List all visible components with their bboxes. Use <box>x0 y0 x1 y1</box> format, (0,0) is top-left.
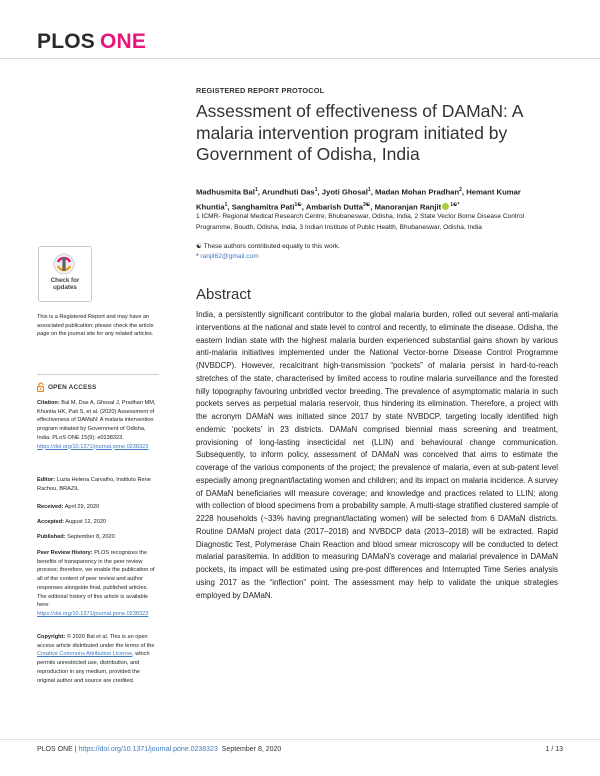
equal-contribution-note: ☯ These authors contributed equally to this work. <box>196 243 340 250</box>
orcid-icon[interactable] <box>442 203 449 210</box>
affil-number: 3 <box>299 224 304 231</box>
logo-one: ONE <box>99 30 147 53</box>
affil-number: 2 <box>414 213 419 220</box>
author-sup: 1 <box>314 187 318 193</box>
editor-text: Luzia Helena Carvalho, Instituto Rene Rachou, BRAZIL <box>37 477 151 492</box>
accepted-label: Accepted: <box>37 519 65 525</box>
footer-divider <box>0 739 600 740</box>
citation <box>37 399 159 451</box>
affil-text: ICMR- Regional Medical Research Centre, Bhubaneswar, Odisha, India, <box>201 213 413 220</box>
corresponding-star: * <box>196 253 199 260</box>
abstract-text: India, a persistently significant contributor to the global malaria burden, rolled out several anti-malaria interventions at the national and state level to control and recently, to eliminate the disease. Odisha, the eastern Indian state with the highest malaria burden experienced substantial gains shown by various anti-malaria initiatives implemented under the National Vector-borne Disease Control Programme (NVBDCP). However, recalcitrant high-transmission “pockets” of malaria persist in hard-to-reach stretches of the state, characterised by limited access to routine malaria surveillance and the forested hilly topography favouring unbridled vector breeding. The prevalence of asymptomatic malaria in such pockets serves as perpetual malaria reservoir, thus hindering its elimination. Therefore, a project with the acronym DAMaN was initiated since 2017 by state NVBDCP, targeting locally identified high endemic ‘pockets’ in 23 districts. DAMaN comprised biennial mass screening and treatment, provisioning of long-lasting insecticidal net (LLIN) and behavioural change communication. Subsequently, to inform policy, assessment of DAMaN was conceived that aims to estimate the coverage of the various components of the project; the prevalence of malaria, even at sub-patent level especially among pregnant/lactating women and children; and its impact on malaria incidence. A survey of DAMaN beneficiaries will measure coverage; and knowledge and practices related to LLIN; along with collection of blood specimens from a probability sample. A multi-stage stratified clustered sample of 2228 households (~33% having pregnant/lactating women) will be selected from 6 DAMaN districts. Routine DAMaN project data (2017–2018) and NVBDCP data (2013–2018) will be extracted. Rapid Diagnostic Test, Polymerase Chain Reaction and blood smear microscopy will be conducted to detect malarial parasitemia. In addition to measuring DAMaN’s coverage and malarial prevalence in DAMaN pockets, its impact will be estimated using pre-post differences and Interrupted Time Series analysis using 2017 as the “inflection” point. The assessment may help to validate the unique strategies employed by DAMaN. <box>196 310 558 600</box>
abstract-heading: Abstract <box>196 286 252 303</box>
accepted-date <box>37 518 159 527</box>
author[interactable]: Manoranjan Ranjit <box>374 202 442 212</box>
published-label: Published: <box>37 534 66 540</box>
affil-text: Indian Institute of Public Health, Bhubaneswar, Odisha, India <box>304 224 482 231</box>
author[interactable]: Hemant Kumar Khuntia <box>196 187 521 212</box>
open-lock-icon <box>37 382 45 392</box>
received-value: April 29, 2020 <box>64 504 100 510</box>
check-updates-line1: Check for <box>50 277 80 284</box>
author[interactable]: Jyoti Ghosal <box>321 187 368 197</box>
affiliations <box>196 211 556 233</box>
published-date <box>37 533 159 542</box>
author[interactable]: Madan Mohan Pradhan <box>374 187 460 197</box>
check-updates-line2: updates <box>53 284 77 291</box>
author-sup: 1☯ <box>294 201 302 208</box>
accepted-value: August 12, 2020 <box>65 519 107 525</box>
author-sup: 1 <box>367 187 371 193</box>
author[interactable]: Ambarish Dutta <box>305 202 364 212</box>
author[interactable]: Madhusmita Bal <box>196 187 255 197</box>
footer-date: September 8, 2020 <box>221 746 282 753</box>
author[interactable]: Arundhuti Das <box>261 187 315 197</box>
open-access-badge <box>37 382 96 392</box>
author[interactable]: Sanghamitra Pati <box>231 202 295 212</box>
footer-separator: | <box>74 746 77 753</box>
author-sup: 1 <box>224 201 228 208</box>
author-sup: 1 <box>254 187 258 193</box>
prh-label: Peer Review History: <box>37 550 93 556</box>
received-date <box>37 503 159 512</box>
article-type: REGISTERED REPORT PROTOCOL <box>196 86 325 95</box>
affil-text: State Vector Borne Disease Control Programme, Boudh, Odisha, India, <box>196 213 525 231</box>
author-sup: 2 <box>459 187 462 193</box>
citation-text: Bal M, Das A, Ghosal J, Pradhan MM, Khuntia HK, Pati S, et al. (2020) Assessment of effectiveness of DAMaN: A malaria intervention program initiated by Government of Odisha, India. PLoS ONE 15(9): e0238323. <box>37 400 156 441</box>
editor <box>37 476 159 493</box>
corresponding-author <box>196 252 556 262</box>
article-title: Assessment of effectiveness of DAMaN: A malaria intervention program initiated by Government of Odisha, India <box>196 101 523 164</box>
check-updates-label <box>39 277 91 291</box>
citation-label: Citation: <box>37 400 60 406</box>
registered-report-note: This is a Registered Report and may have an associated publication; please check the article page on the journal site for any related articles. <box>37 314 154 338</box>
copyright-text-2: , which permits unrestricted use, distribution, and reproduction in any medium, provided the original author and source are credited. <box>37 651 150 684</box>
editor-label: Editor: <box>37 477 56 483</box>
received-label: Received: <box>37 504 64 510</box>
affil-number: 1 <box>196 213 200 220</box>
prh-text: PLOS recognizes the benefits of transparency in the peer review process; therefore, we enable the publication of all of the content of peer review and author responses alongside final, published articles. The editorial history of this article is available here: <box>37 550 155 609</box>
copyright-label: Copyright: <box>37 634 66 640</box>
peer-review-history <box>37 549 159 619</box>
journal-logo <box>37 30 146 54</box>
author-list: Madhusmita Bal$^1$, Arundhuti Das$^1$, Jyoti Ghosal$^1$, Madan Mohan Pradhan$^2$, Hemant Kumar Khuntia$^1$, Sanghamitra Pati$^{1☯}$, Ambarish Dutta$^{3☯}$, Manoranjan Ranjit $^{1☯*}$ <box>196 187 521 212</box>
prh-doi-link[interactable]: https://doi.org/10.1371/journal.pone.0238323 <box>37 610 149 617</box>
footer-journal: PLOS ONE <box>37 746 73 753</box>
check-updates-icon <box>53 253 75 275</box>
copyright <box>37 633 159 685</box>
sidebar-divider <box>37 374 159 375</box>
cc-license-link[interactable]: Creative Commons Attribution License <box>37 651 133 658</box>
author-sup: 3☯ <box>363 201 371 208</box>
header-divider <box>0 58 600 59</box>
copyright-text: © 2020 Bal et al. This is an open access article distributed under the terms of the <box>37 634 155 649</box>
page-number: 1 / 13 <box>545 746 563 753</box>
open-access-label: OPEN ACCESS <box>48 383 97 391</box>
corresponding-email-link[interactable]: ranjit62@gmail.com <box>200 253 259 260</box>
check-for-updates-button[interactable] <box>38 246 92 302</box>
published-value: September 8, 2020 <box>67 534 115 540</box>
citation-doi-link[interactable]: https://doi.org/10.1371/journal.pone.0238323 <box>37 443 149 450</box>
contribution-notes <box>196 242 556 262</box>
footer-doi-link[interactable]: https://doi.org/10.1371/journal.pone.0238323 <box>78 746 218 753</box>
logo-plos: PLOS <box>37 30 95 53</box>
author-sup: 1☯* <box>450 201 460 208</box>
page-footer <box>37 746 563 753</box>
